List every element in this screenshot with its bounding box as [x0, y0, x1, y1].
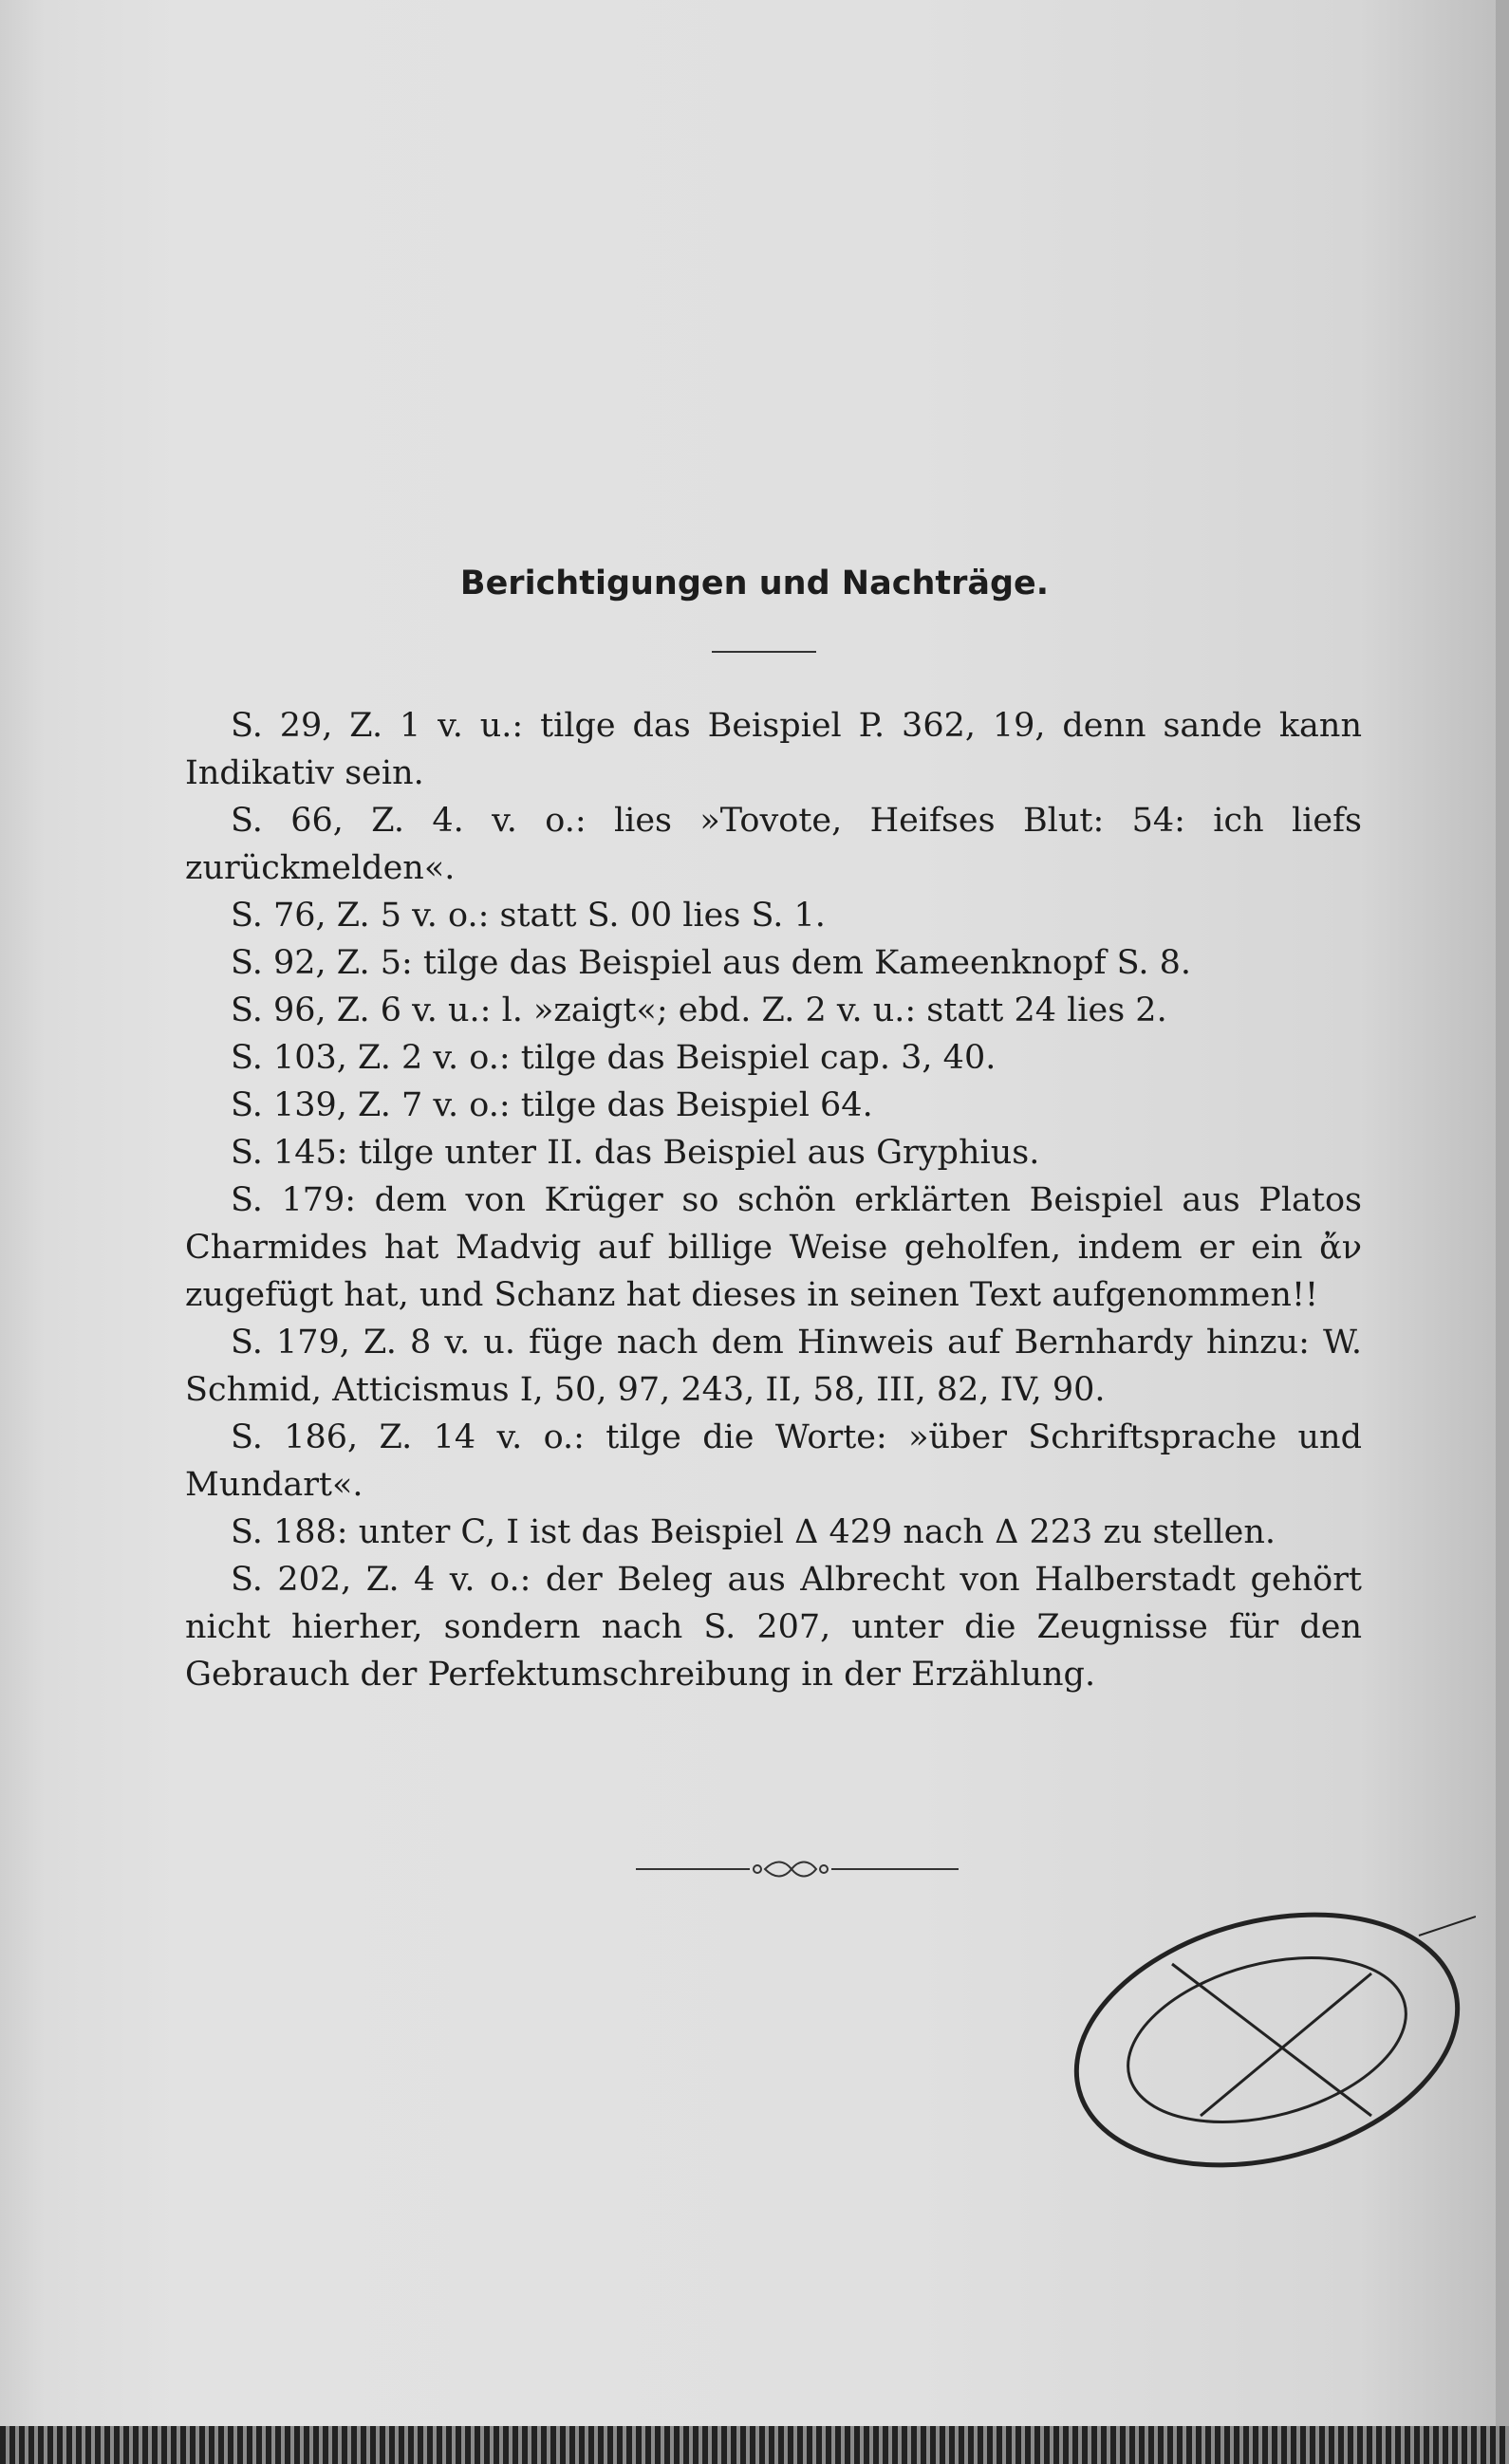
- correction-entry: S. 139, Z. 7 v. o.: tilge das Beispiel 64.: [231, 1086, 873, 1124]
- heading-rule: [712, 651, 816, 653]
- correction-entry: S. 103, Z. 2 v. o.: tilge das Beispiel cap. 3, 40.: [231, 1039, 997, 1077]
- correction-entry: S. 76, Z. 5 v. o.: statt S. 00 lies S. 1.: [231, 897, 826, 935]
- correction-entry: S. 66, Z. 4. v. o.: lies »Tovote, Heifses Blut: 54: ich liefs zurückmelden«.: [185, 802, 1362, 887]
- library-stamp-icon: [1058, 1898, 1476, 2182]
- correction-entry: S. 145: tilge unter II. das Beispiel aus Gryphius.: [231, 1134, 1040, 1172]
- correction-entry: S. 92, Z. 5: tilge das Beispiel aus dem Kameenknopf S. 8.: [231, 944, 1191, 982]
- correction-entry: S. 96, Z. 6 v. u.: l. »zaigt«; ebd. Z. 2 v. u.: statt 24 lies 2.: [231, 991, 1167, 1029]
- correction-entry: S. 188: unter C, I ist das Beispiel Δ 429 nach Δ 223 zu stellen.: [231, 1513, 1276, 1551]
- page-edge-right: [1496, 0, 1509, 2464]
- ornament-divider-icon: [636, 1855, 959, 1883]
- corrections-list: [185, 702, 1362, 1698]
- correction-entry: S. 29, Z. 1 v. u.: tilge das Beispiel P. 362, 19, denn sande kann Indikativ sein.: [185, 707, 1362, 792]
- correction-entry: S. 186, Z. 14 v. o.: tilge die Worte: »über Schriftsprache und Mundart«.: [185, 1418, 1362, 1504]
- correction-entry: S. 179, Z. 8 v. u. füge nach dem Hinweis auf Bernhardy hinzu: W. Schmid, Atticismus I, 50, 97, 243, II, 58, III, 82, IV, 90.: [185, 1324, 1362, 1409]
- correction-entry: S. 179: dem von Krüger so schön erklärten Beispiel aus Platos Charmides hat Madvig auf billige Weise geholfen, indem er ein ἄν zugefügt hat, und Schanz hat dieses in seinen Text aufgenommen!!: [185, 1181, 1362, 1314]
- page-heading: Berichtigungen und Nachträge.: [459, 565, 1050, 602]
- correction-entry: S. 202, Z. 4 v. o.: der Beleg aus Albrecht von Halberstadt gehört nicht hierher, sondern nach S. 207, unter die Zeugnisse für den Gebrauch der Perfektumschreibung in der Erzählung.: [185, 1561, 1362, 1694]
- page-edge-bottom: [0, 2426, 1509, 2464]
